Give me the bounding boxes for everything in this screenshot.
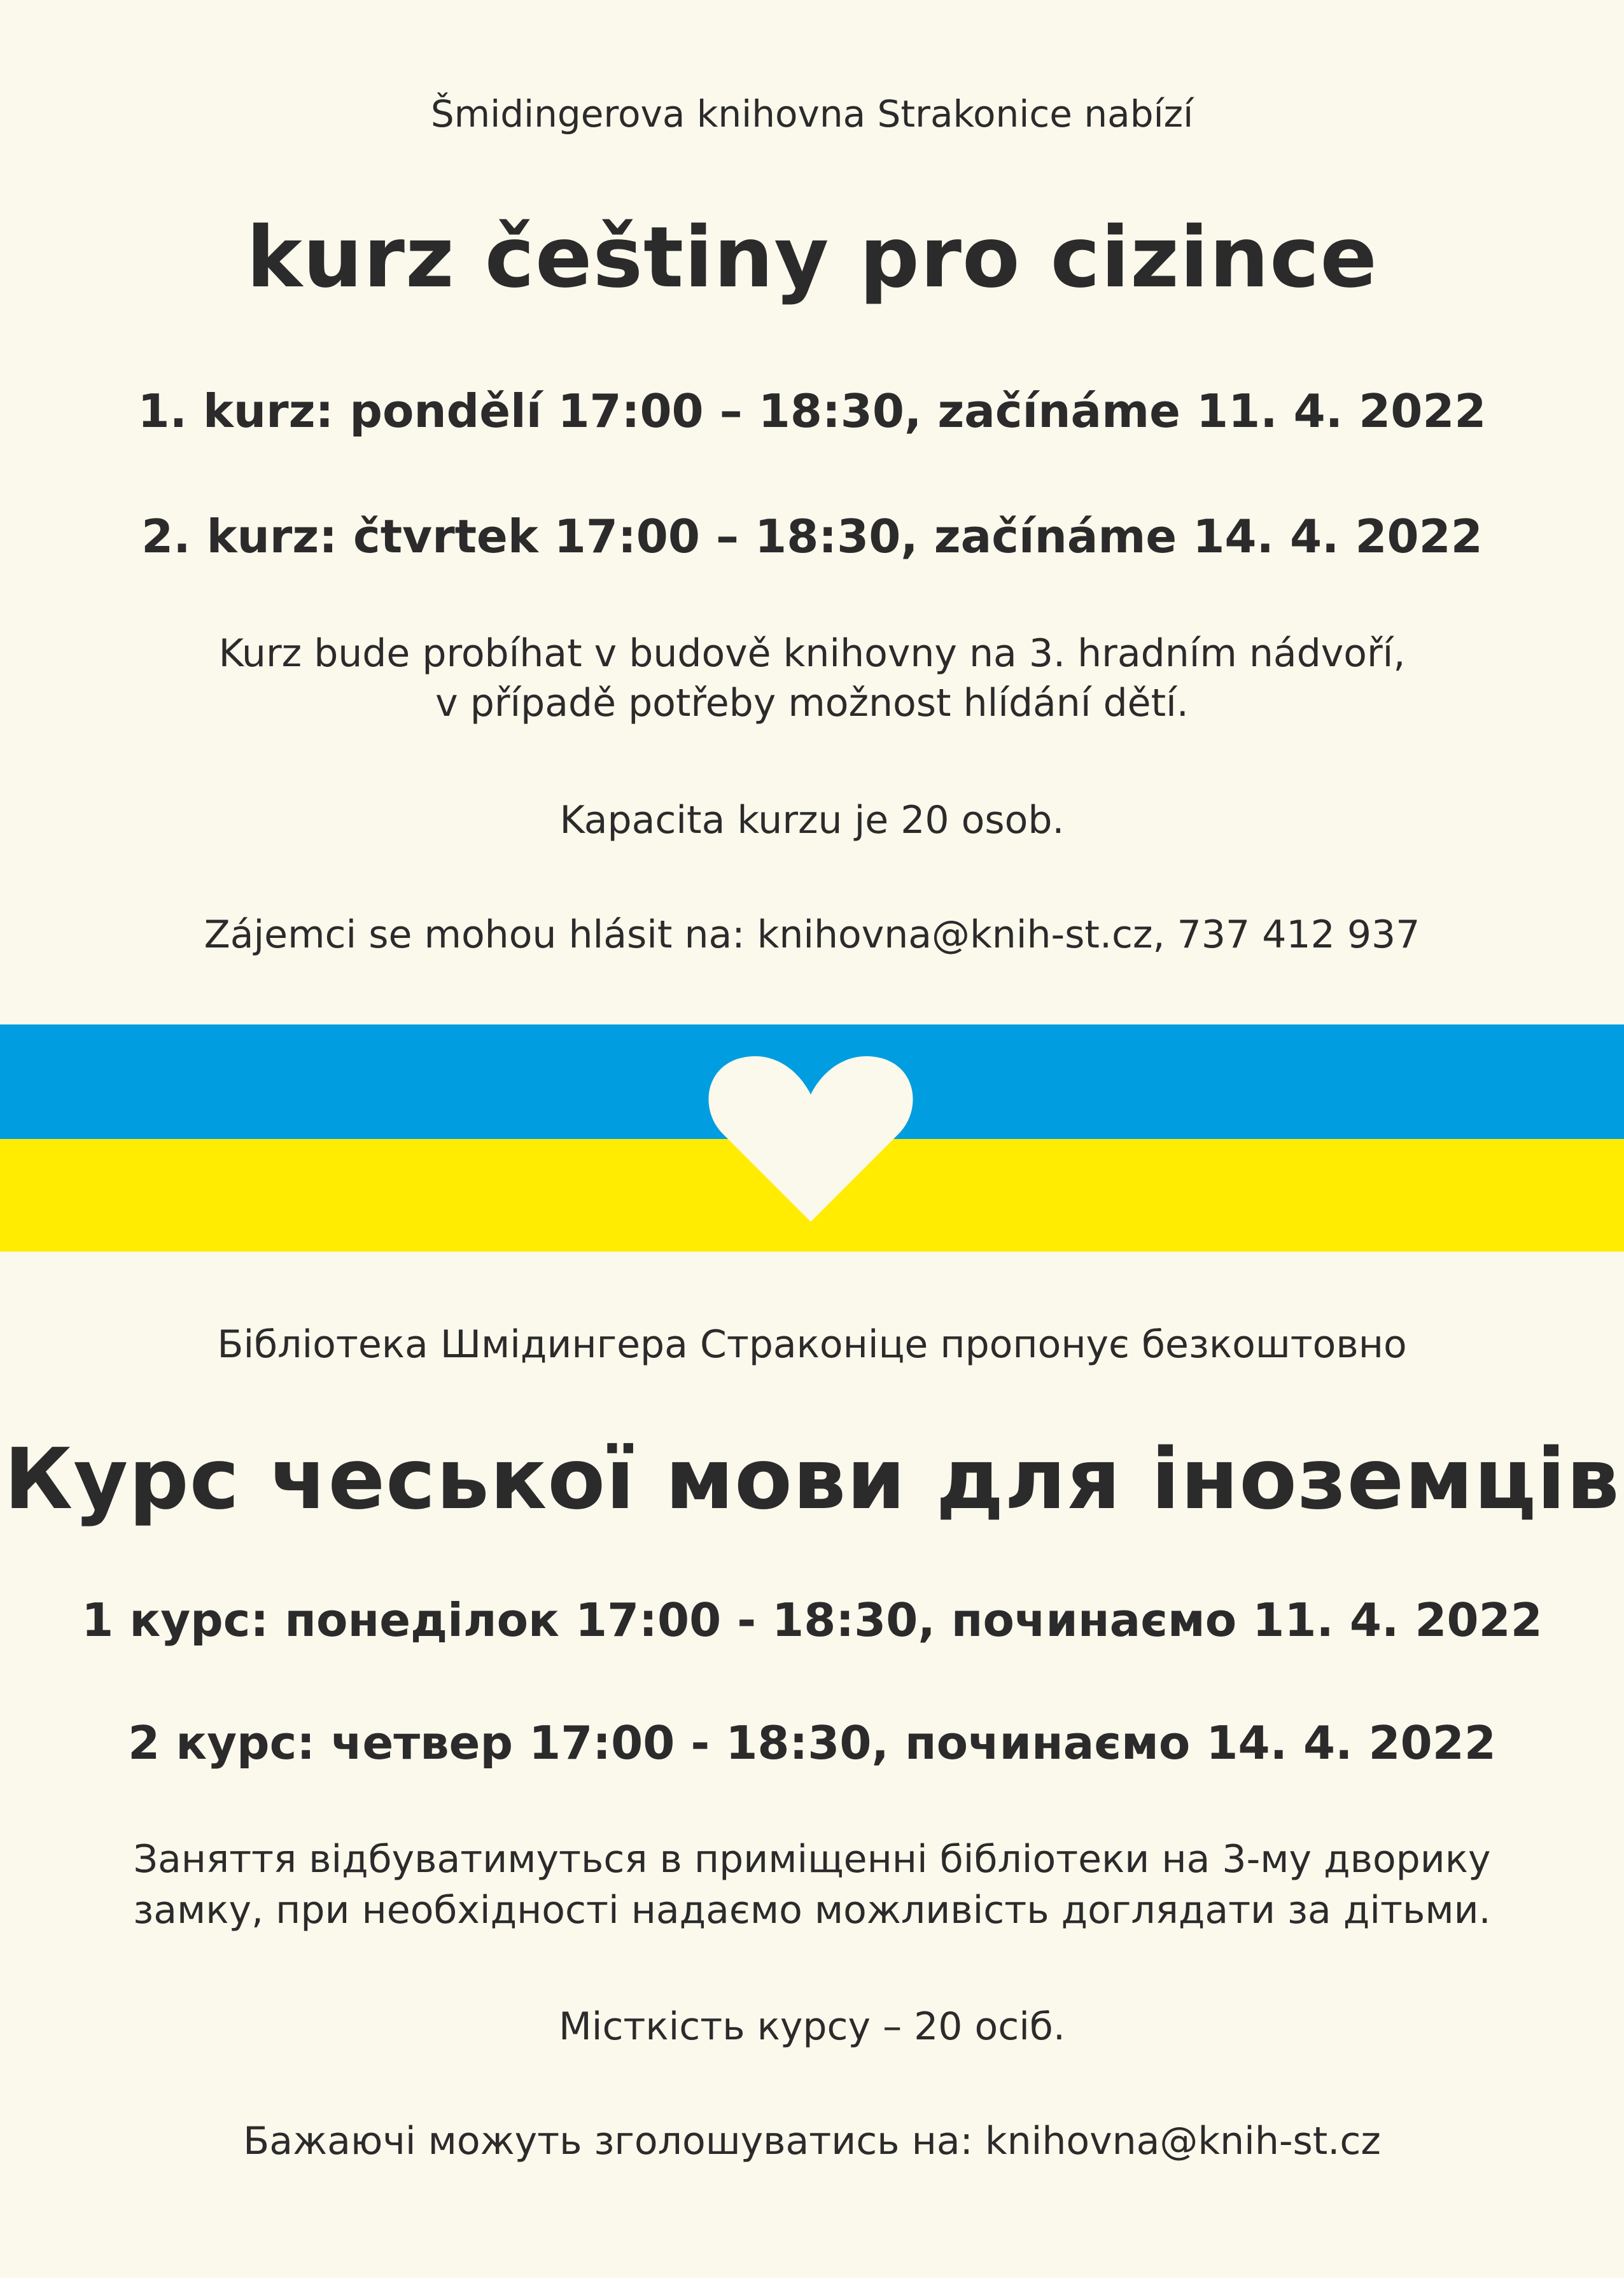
ukrainian-location-line-2: замку, при необхідності надаємо можливість доглядати за дітьми. [133,1888,1491,1932]
ukrainian-location-line-1: Заняття відбуватимуться в приміщенні бібліотеки на 3-му дворику [133,1837,1491,1882]
czech-capacity: Kapacita kurzu je 20 osob. [559,798,1065,842]
czech-location-line-1: Kurz bude probíhat v budově knihovny na 3. hradním nádvoří, [218,631,1406,676]
heart-icon [705,1055,916,1222]
ukrainian-course-2: 2 курс: четвер 17:00 - 18:30, починаємо 14. 4. 2022 [128,1716,1496,1770]
czech-course-2: 2. kurz: čtvrtek 17:00 – 18:30, začínáme 14. 4. 2022 [141,510,1483,563]
czech-title: kurz češtiny pro cizince [246,209,1378,307]
czech-location-line-2: v případě potřeby možnost hlídání dětí. [435,681,1189,725]
czech-contact: Zájemci se mohou hlásit na: knihovna@knih-st.cz, 737 412 937 [204,912,1420,957]
ukrainian-course-1: 1 курс: понеділок 17:00 - 18:30, починаємо 11. 4. 2022 [81,1593,1543,1647]
ukrainian-contact: Бажаючі можуть зголошуватись на: knihovna@knih-st.cz [243,2119,1381,2163]
ukrainian-title: Курс чеської мови для іноземців [4,1430,1620,1528]
czech-intro: Šmidingerova knihovna Strakonice nabízí [430,92,1194,136]
czech-course-1: 1. kurz: pondělí 17:00 – 18:30, začínáme 11. 4. 2022 [137,384,1487,438]
ukrainian-intro: Бібліотека Шмідингера Страконіце пропонує безкоштовно [217,1322,1407,1367]
ukrainian-capacity: Місткість курсу – 20 осіб. [559,2004,1065,2049]
